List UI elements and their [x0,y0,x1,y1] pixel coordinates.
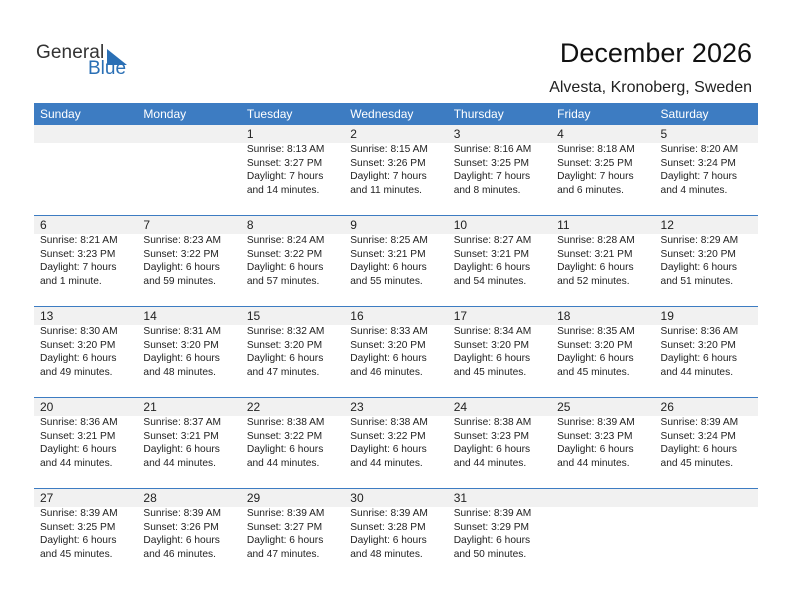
day-cell [137,507,240,561]
sunset-text: Sunset: 3:21 PM [350,248,426,260]
sunset-text: Sunset: 3:21 PM [453,248,530,260]
day-cell [137,325,240,379]
daylight-text: Daylight: 6 hours [246,262,324,273]
sunrise-text: Sunrise: 8:39 AM [660,417,739,428]
day-details-row [34,507,758,561]
day-number: 14 [143,309,157,323]
day-number: 31 [453,491,468,505]
daylight-text: Daylight: 6 hours [350,262,427,273]
daylight-text: Daylight: 7 hours [40,262,117,273]
calendar-title: December 2026 [559,38,752,68]
daylight-text: Daylight: 6 hours [453,353,531,364]
daylight-minutes-text: and 8 minutes. [453,184,521,196]
day-cell [137,416,240,470]
week-row [34,397,758,488]
day-cell [344,325,447,379]
sunrise-text: Sunrise: 8:16 AM [453,144,532,155]
daylight-text: Daylight: 6 hours [246,353,324,364]
day-cell [655,507,758,561]
sunrise-text: Sunrise: 8:39 AM [246,508,325,519]
day-number-band [34,489,758,507]
daylight-text: Daylight: 6 hours [557,262,634,273]
day-number: 3 [453,127,461,141]
day-details-row [34,325,758,379]
sunset-text: Sunset: 3:25 PM [40,521,116,533]
daylight-text: Daylight: 6 hours [350,444,427,455]
daylight-minutes-text: and 51 minutes. [660,275,734,287]
daylight-text: Daylight: 6 hours [557,353,634,364]
daylight-text: Daylight: 7 hours [660,171,737,182]
daylight-minutes-text: and 11 minutes. [350,184,423,196]
day-cell [655,234,758,288]
sunset-text: Sunset: 3:23 PM [557,430,633,442]
daylight-minutes-text: and 44 minutes. [40,457,113,469]
day-cell [655,325,758,379]
daylight-minutes-text: and 52 minutes. [557,275,630,287]
week-row [34,488,758,579]
day-cell [344,507,447,561]
sunset-text: Sunset: 3:23 PM [453,430,530,442]
week-row [34,306,758,397]
sunset-text: Sunset: 3:27 PM [246,521,323,533]
day-number: 5 [660,127,668,141]
sunset-text: Sunset: 3:20 PM [350,339,426,351]
day-number [655,489,758,507]
daylight-text: Daylight: 6 hours [350,353,427,364]
sunset-text: Sunset: 3:21 PM [40,430,116,442]
daylight-minutes-text: and 48 minutes. [143,366,216,378]
sunrise-text: Sunrise: 8:38 AM [350,417,428,428]
sunset-text: Sunset: 3:29 PM [453,521,530,533]
daylight-text: Daylight: 6 hours [246,444,324,455]
daylight-text: Daylight: 7 hours [350,171,427,182]
day-cell [551,325,654,379]
sunset-text: Sunset: 3:20 PM [246,339,323,351]
daylight-text: Daylight: 6 hours [557,444,634,455]
sunset-text: Sunset: 3:20 PM [660,339,736,351]
daylight-text: Daylight: 6 hours [40,444,117,455]
day-number: 12 [660,218,674,232]
day-cell [551,507,654,561]
sunset-text: Sunset: 3:27 PM [246,157,323,169]
sunset-text: Sunset: 3:26 PM [143,521,219,533]
daylight-text: Daylight: 6 hours [143,262,220,273]
daylight-text: Daylight: 6 hours [40,353,117,364]
weekday-header-row [34,103,758,125]
day-details-row [34,234,758,288]
daylight-minutes-text: and 4 minutes. [660,184,728,196]
day-number: 6 [40,218,47,232]
day-number: 11 [557,218,570,232]
sunrise-text: Sunrise: 8:39 AM [557,417,635,428]
day-details-row [34,416,758,470]
daylight-minutes-text: and 48 minutes. [350,548,423,560]
daylight-minutes-text: and 44 minutes. [453,457,527,469]
daylight-minutes-text: and 44 minutes. [350,457,423,469]
sunrise-text: Sunrise: 8:30 AM [40,326,118,337]
day-number: 4 [557,127,564,141]
day-cell [448,143,551,197]
week-row [34,215,758,306]
day-cell [34,416,137,470]
day-cell [344,143,447,197]
day-cell [551,143,654,197]
daylight-minutes-text: and 50 minutes. [453,548,527,560]
daylight-text: Daylight: 6 hours [453,535,531,546]
day-number: 10 [453,218,468,232]
calendar-location: Alvesta, Kronoberg, Sweden [549,79,752,96]
sunset-text: Sunset: 3:22 PM [246,248,323,260]
sunrise-text: Sunrise: 8:34 AM [453,326,532,337]
day-number-band [34,125,758,143]
daylight-minutes-text: and 44 minutes. [246,457,320,469]
sunset-text: Sunset: 3:22 PM [143,248,219,260]
weekday-header-tuesday: Tuesday [246,107,293,121]
sunset-text: Sunset: 3:22 PM [350,430,426,442]
daylight-minutes-text: and 45 minutes. [557,366,630,378]
sunset-text: Sunset: 3:24 PM [660,430,736,442]
day-number: 26 [660,400,674,414]
week-row [34,125,758,215]
sunset-text: Sunset: 3:23 PM [40,248,116,260]
daylight-minutes-text: and 14 minutes. [246,184,320,196]
day-number: 7 [143,218,151,232]
weekday-header-monday: Monday [143,107,187,121]
day-number: 2 [350,127,357,141]
daylight-text: Daylight: 6 hours [660,444,737,455]
daylight-minutes-text: and 47 minutes. [246,548,320,560]
sunrise-text: Sunrise: 8:29 AM [660,235,739,246]
daylight-text: Daylight: 6 hours [660,353,737,364]
daylight-minutes-text: and 46 minutes. [350,366,423,378]
daylight-minutes-text: and 44 minutes. [143,457,216,469]
daylight-minutes-text: and 57 minutes. [246,275,320,287]
sunrise-text: Sunrise: 8:39 AM [143,508,222,519]
daylight-text: Daylight: 6 hours [40,535,117,546]
daylight-minutes-text: and 45 minutes. [40,548,113,560]
day-number: 25 [557,400,571,414]
day-number-band [34,398,758,416]
day-number [34,125,137,143]
daylight-minutes-text: and 45 minutes. [660,457,734,469]
sunrise-text: Sunrise: 8:15 AM [350,144,428,155]
daylight-text: Daylight: 6 hours [143,444,220,455]
daylight-text: Daylight: 6 hours [453,262,531,273]
sunset-text: Sunset: 3:25 PM [557,157,633,169]
calendar-weeks [34,125,758,579]
sunrise-text: Sunrise: 8:31 AM [143,326,222,337]
day-number [551,489,654,507]
daylight-minutes-text: and 47 minutes. [246,366,320,378]
day-number: 28 [143,491,157,505]
sunset-text: Sunset: 3:20 PM [660,248,736,260]
sunrise-text: Sunrise: 8:32 AM [246,326,325,337]
day-number: 9 [350,218,357,232]
sunrise-text: Sunrise: 8:27 AM [453,235,532,246]
calendar-grid [34,103,758,579]
daylight-minutes-text: and 44 minutes. [557,457,630,469]
day-cell [448,507,551,561]
day-cell [241,143,344,197]
daylight-minutes-text: and 45 minutes. [453,366,527,378]
day-number: 16 [350,309,364,323]
weekday-header-saturday: Saturday [660,107,709,121]
day-cell [344,234,447,288]
sunset-text: Sunset: 3:22 PM [246,430,323,442]
day-cell [34,234,137,288]
day-number: 15 [246,309,261,323]
day-number: 30 [350,491,364,505]
logo-text-blue: Blue [88,58,127,79]
weekday-header-friday: Friday [557,107,591,121]
day-cell [34,143,137,197]
day-cell [344,416,447,470]
weekday-header-thursday: Thursday [453,107,504,121]
day-cell [551,416,654,470]
daylight-minutes-text: and 1 minute. [40,275,102,287]
day-cell [137,143,240,197]
day-cell [448,325,551,379]
sunset-text: Sunset: 3:24 PM [660,157,736,169]
day-number: 18 [557,309,571,323]
daylight-text: Daylight: 6 hours [143,535,220,546]
day-number: 24 [453,400,468,414]
daylight-minutes-text: and 44 minutes. [660,366,734,378]
sunset-text: Sunset: 3:26 PM [350,157,426,169]
day-number: 17 [453,309,468,323]
sunrise-text: Sunrise: 8:35 AM [557,326,635,337]
day-cell [241,507,344,561]
daylight-text: Daylight: 7 hours [246,171,324,182]
sunset-text: Sunset: 3:21 PM [557,248,633,260]
daylight-text: Daylight: 6 hours [350,535,427,546]
day-cell [34,507,137,561]
logo-text-general: General [36,42,105,63]
day-details-row [34,143,758,197]
day-number: 1 [246,127,254,141]
daylight-text: Daylight: 6 hours [143,353,220,364]
day-cell [448,416,551,470]
sunrise-text: Sunrise: 8:20 AM [660,144,739,155]
day-number-band [34,307,758,325]
sunrise-text: Sunrise: 8:25 AM [350,235,428,246]
day-cell [241,325,344,379]
sunset-text: Sunset: 3:28 PM [350,521,426,533]
sunset-text: Sunset: 3:20 PM [557,339,633,351]
day-cell [448,234,551,288]
weekday-header-sunday: Sunday [40,107,81,121]
daylight-minutes-text: and 49 minutes. [40,366,113,378]
day-cell [241,234,344,288]
day-number: 29 [246,491,261,505]
sunrise-text: Sunrise: 8:18 AM [557,144,635,155]
generalblue-logo [36,42,136,82]
day-cell [551,234,654,288]
daylight-minutes-text: and 55 minutes. [350,275,423,287]
day-number: 23 [350,400,364,414]
sunrise-text: Sunrise: 8:36 AM [40,417,118,428]
day-number: 8 [246,218,254,232]
sunrise-text: Sunrise: 8:36 AM [660,326,739,337]
daylight-minutes-text: and 6 minutes. [557,184,624,196]
day-cell [137,234,240,288]
sunrise-text: Sunrise: 8:21 AM [40,235,118,246]
daylight-minutes-text: and 59 minutes. [143,275,216,287]
sunset-text: Sunset: 3:21 PM [143,430,219,442]
day-cell [34,325,137,379]
daylight-minutes-text: and 46 minutes. [143,548,216,560]
sunset-text: Sunset: 3:20 PM [40,339,116,351]
day-number-band [34,216,758,234]
sunrise-text: Sunrise: 8:23 AM [143,235,222,246]
day-number: 22 [246,400,261,414]
day-number: 20 [40,400,54,414]
sunrise-text: Sunrise: 8:38 AM [246,417,325,428]
day-number: 21 [143,400,157,414]
daylight-text: Daylight: 6 hours [246,535,324,546]
sunrise-text: Sunrise: 8:38 AM [453,417,532,428]
day-number: 13 [40,309,54,323]
sunrise-text: Sunrise: 8:24 AM [246,235,325,246]
day-cell [241,416,344,470]
sunrise-text: Sunrise: 8:37 AM [143,417,222,428]
day-cell [655,143,758,197]
sunrise-text: Sunrise: 8:39 AM [40,508,118,519]
sunrise-text: Sunrise: 8:39 AM [453,508,532,519]
sunrise-text: Sunrise: 8:33 AM [350,326,428,337]
sunset-text: Sunset: 3:20 PM [143,339,219,351]
day-number: 19 [660,309,674,323]
daylight-text: Daylight: 6 hours [453,444,531,455]
daylight-minutes-text: and 54 minutes. [453,275,527,287]
sunset-text: Sunset: 3:25 PM [453,157,530,169]
daylight-text: Daylight: 7 hours [453,171,531,182]
day-cell [655,416,758,470]
day-number: 27 [40,491,54,505]
day-number [137,125,240,143]
weekday-header-wednesday: Wednesday [350,107,414,121]
sunrise-text: Sunrise: 8:28 AM [557,235,635,246]
sunrise-text: Sunrise: 8:39 AM [350,508,428,519]
daylight-text: Daylight: 7 hours [557,171,634,182]
sunset-text: Sunset: 3:20 PM [453,339,530,351]
daylight-text: Daylight: 6 hours [660,262,737,273]
sunrise-text: Sunrise: 8:13 AM [246,144,325,155]
